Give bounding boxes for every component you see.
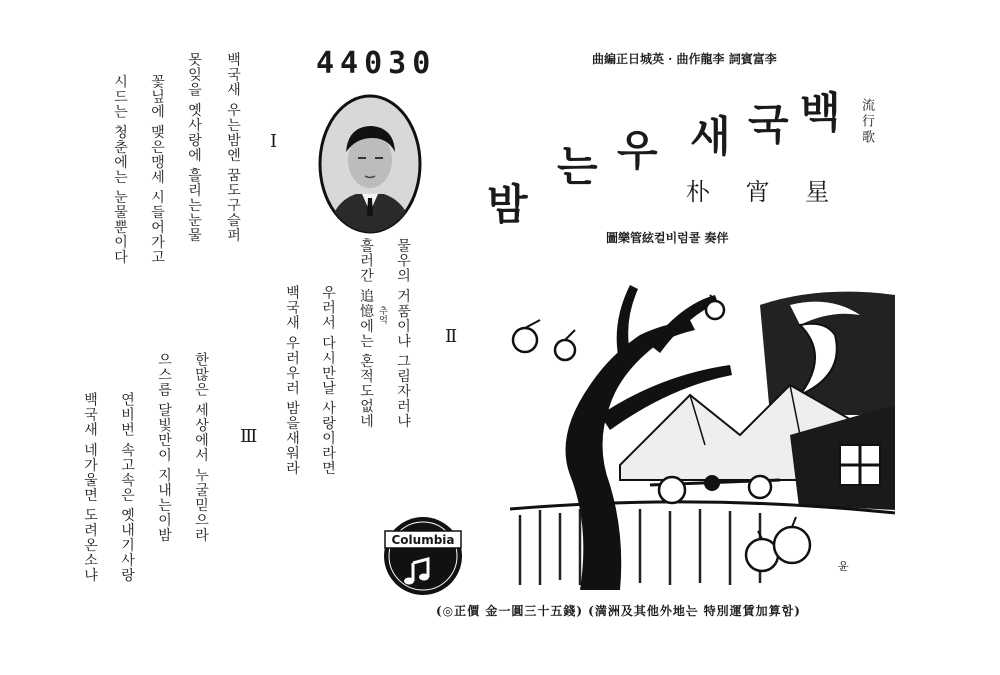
price-line: (◎正價 金一圓三十五錢) (満洲及其他外地는 特別運賃加算함) (436, 604, 801, 618)
title-char-3: 새 (690, 112, 731, 161)
columbia-brand-text: Columbia (391, 533, 455, 547)
verse2-line-3: 흘러간 追憶에는 혼적도없네 (358, 238, 374, 429)
singer-name: 朴 宵 星 (686, 178, 844, 206)
title-char-5: 는 (557, 142, 598, 191)
verse-marker-1: Ⅰ (270, 131, 278, 152)
night-landscape-illustration (500, 265, 895, 590)
accompaniment-line: 圖樂管絃컬비럼콜 奏伴 (606, 231, 729, 245)
verse3-line-2: 연비번 속고속은 옛내기사랑 (119, 392, 135, 583)
verse1-line-4: 백국새 우는밤엔 꿈도구슬퍼 (225, 52, 241, 243)
verse2-ruby: 추억 (377, 306, 387, 324)
columbia-logo (382, 515, 464, 597)
illustration-signature: 윤 (838, 560, 849, 573)
verse2-line-2: 우러서 다시만날 사랑이라면 (320, 285, 336, 476)
title-char-2: 국 (748, 100, 789, 149)
verse3-line-4: 한많은 세상에서 누굴믿으라 (193, 352, 209, 543)
verse-marker-2: Ⅱ (445, 326, 458, 347)
title-char-6: 밤 (487, 180, 528, 229)
verse1-line-1: 시드는 청춘에는 눈물뿐이다 (112, 74, 128, 265)
verse3-line-3: 으스름 달빛만이 지내는이밤 (156, 352, 172, 543)
genre-label: 流行歌 (859, 98, 874, 146)
verse1-line-3: 못잊을 옛사랑에 흘리는눈물 (186, 52, 202, 243)
verse-marker-3: Ⅲ (240, 426, 258, 447)
title-char-4: 우 (617, 126, 658, 175)
verse2-line-1: 백국새 우러우러 밤을새워라 (284, 285, 300, 476)
verse1-line-2: 꽃닢에 맺은맹세 시들어가고 (149, 74, 165, 265)
catalog-number: 44030 (316, 46, 437, 81)
singer-portrait (318, 94, 422, 234)
title-char-1: 백 (800, 88, 841, 137)
verse2-line-4: 물우의 거품이냐 그림자러냐 (395, 238, 411, 429)
credits-line: 曲編正日城英 · 曲作龍李 詞賓富李 (592, 52, 777, 66)
verse3-line-1: 백국새 네가울면 도려온소냐 (82, 392, 98, 583)
